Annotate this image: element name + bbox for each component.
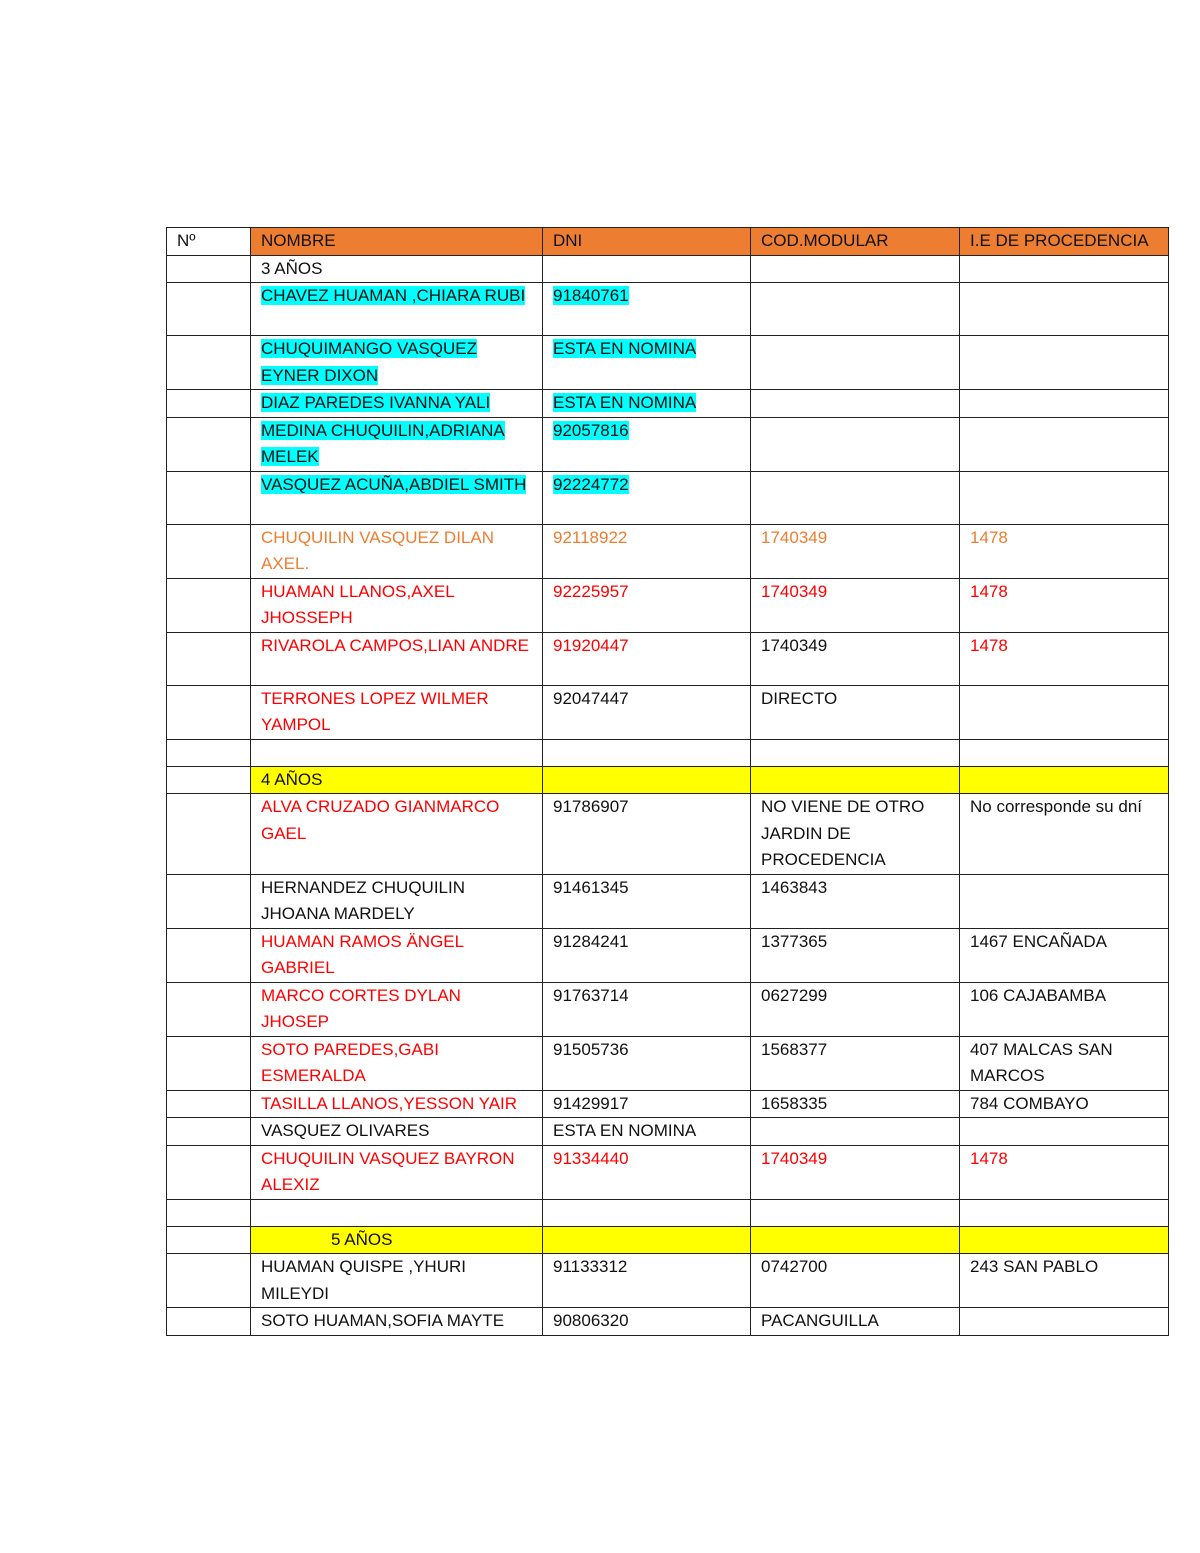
student-name: HUAMAN LLANOS,AXEL JHOSSEPH — [251, 578, 543, 632]
student-name: MEDINA CHUQUILIN,ADRIANA MELEK — [261, 420, 505, 466]
student-ie — [960, 283, 1169, 336]
student-dni: 92118922 — [543, 524, 751, 578]
student-ie: 1467 ENCAÑADA — [960, 928, 1169, 982]
student-ie: 243 SAN PABLO — [960, 1254, 1169, 1308]
section-label: 4 AÑOS — [251, 766, 543, 794]
student-cod: 1377365 — [751, 928, 960, 982]
table-header-row — [167, 228, 1169, 256]
student-ie — [960, 1118, 1169, 1146]
student-cod — [751, 471, 960, 524]
student-cod: 1740349 — [751, 524, 960, 578]
student-ie — [960, 417, 1169, 471]
student-ie: No corresponde su dní — [960, 794, 1169, 875]
section-row-3-anos — [167, 255, 1169, 283]
student-dni: 91920447 — [543, 632, 751, 685]
student-cod: 0742700 — [751, 1254, 960, 1308]
student-dni: 92057816 — [553, 420, 629, 440]
student-name: ALVA CRUZADO GIANMARCO GAEL — [251, 794, 543, 875]
student-ie: 1478 — [960, 1145, 1169, 1199]
student-dni: 91505736 — [543, 1036, 751, 1090]
student-name: TERRONES LOPEZ WILMER YAMPOL — [251, 685, 543, 739]
student-cod — [751, 283, 960, 336]
student-ie: 1478 — [960, 524, 1169, 578]
student-cod: DIRECTO — [751, 685, 960, 739]
student-cod: 1658335 — [751, 1090, 960, 1118]
table-row — [167, 1118, 1169, 1146]
student-cod: NO VIENE DE OTRO JARDIN DE PROCEDENCIA — [751, 794, 960, 875]
student-cod: 1740349 — [751, 632, 960, 685]
student-ie: 1478 — [960, 578, 1169, 632]
student-name: SOTO HUAMAN,SOFIA MAYTE — [251, 1308, 543, 1336]
student-ie — [960, 471, 1169, 524]
student-ie — [960, 685, 1169, 739]
student-ie: 106 CAJABAMBA — [960, 982, 1169, 1036]
student-name: HUAMAN QUISPE ,YHURI MILEYDI — [251, 1254, 543, 1308]
student-cod — [751, 390, 960, 418]
student-ie — [960, 390, 1169, 418]
table-row — [167, 390, 1169, 418]
student-dni: 91284241 — [543, 928, 751, 982]
student-cod: 0627299 — [751, 982, 960, 1036]
student-cod — [751, 336, 960, 390]
student-dni: 92225957 — [543, 578, 751, 632]
student-ie — [960, 1308, 1169, 1336]
student-dni: 92047447 — [543, 685, 751, 739]
student-name: VASQUEZ ACUÑA,ABDIEL SMITH — [261, 474, 527, 494]
empty-row — [167, 1199, 1169, 1226]
student-name: CHAVEZ HUAMAN ,CHIARA RUBI — [261, 286, 526, 305]
student-name: SOTO PAREDES,GABI ESMERALDA — [251, 1036, 543, 1090]
student-dni: 91786907 — [543, 794, 751, 875]
student-dni: 91461345 — [543, 874, 751, 928]
student-ie: 784 COMBAYO — [960, 1090, 1169, 1118]
student-name: MARCO CORTES DYLAN JHOSEP — [251, 982, 543, 1036]
student-cod: 1463843 — [751, 874, 960, 928]
table-row — [167, 471, 1169, 524]
table-row — [167, 283, 1169, 336]
student-name: HUAMAN RAMOS ÄNGEL GABRIEL — [251, 928, 543, 982]
student-dni: 92224772 — [553, 474, 629, 494]
student-ie — [960, 336, 1169, 390]
empty-row — [167, 739, 1169, 766]
student-name: VASQUEZ OLIVARES — [251, 1118, 543, 1146]
student-ie — [960, 874, 1169, 928]
student-cod: 1568377 — [751, 1036, 960, 1090]
table-row — [167, 1036, 1169, 1090]
section-label: 3 AÑOS — [251, 255, 543, 283]
section-row-4-anos — [167, 766, 1169, 794]
table-row — [167, 1254, 1169, 1308]
table-row — [167, 982, 1169, 1036]
students-table — [166, 227, 1169, 1336]
student-dni: 91334440 — [543, 1145, 751, 1199]
student-name: TASILLA LLANOS,YESSON YAIR — [251, 1090, 543, 1118]
table-row — [167, 874, 1169, 928]
student-ie: 1478 — [960, 632, 1169, 685]
student-dni: 90806320 — [543, 1308, 751, 1336]
student-name: CHUQUIMANGO VASQUEZ EYNER DIXON — [261, 339, 477, 385]
student-cod — [751, 1118, 960, 1146]
student-dni: 91133312 — [543, 1254, 751, 1308]
header-dni: DNI — [543, 228, 751, 256]
header-no: Nº — [167, 228, 251, 256]
student-dni: 91429917 — [543, 1090, 751, 1118]
table-row — [167, 578, 1169, 632]
student-dni: 91840761 — [553, 286, 629, 305]
student-name: HERNANDEZ CHUQUILIN JHOANA MARDELY — [251, 874, 543, 928]
table-row — [167, 417, 1169, 471]
header-nombre: NOMBRE — [251, 228, 543, 256]
student-cod: 1740349 — [751, 1145, 960, 1199]
student-dni: 91763714 — [543, 982, 751, 1036]
table-row — [167, 928, 1169, 982]
header-ie-procedencia: I.E DE PROCEDENCIA — [960, 228, 1169, 256]
table-row — [167, 685, 1169, 739]
student-cod — [751, 417, 960, 471]
student-name: CHUQUILIN VASQUEZ BAYRON ALEXIZ — [251, 1145, 543, 1199]
student-cod: 1740349 — [751, 578, 960, 632]
student-ie: 407 MALCAS SAN MARCOS — [960, 1036, 1169, 1090]
table-row — [167, 524, 1169, 578]
table-row — [167, 794, 1169, 875]
section-row-5-anos — [167, 1226, 1169, 1254]
student-dni: ESTA EN NOMINA — [553, 393, 697, 412]
section-label: 5 AÑOS — [251, 1226, 543, 1254]
student-name: CHUQUILIN VASQUEZ DILAN AXEL. — [251, 524, 543, 578]
table-row — [167, 336, 1169, 390]
header-cod-modular: COD.MODULAR — [751, 228, 960, 256]
table-row — [167, 1090, 1169, 1118]
student-name: DIAZ PAREDES IVANNA YALI — [261, 393, 491, 412]
student-dni: ESTA EN NOMINA — [553, 339, 697, 358]
student-cod: PACANGUILLA — [751, 1308, 960, 1336]
table-row — [167, 632, 1169, 685]
table-row — [167, 1145, 1169, 1199]
table-row — [167, 1308, 1169, 1336]
student-name: RIVAROLA CAMPOS,LIAN ANDRE — [251, 632, 543, 685]
student-dni: ESTA EN NOMINA — [543, 1118, 751, 1146]
